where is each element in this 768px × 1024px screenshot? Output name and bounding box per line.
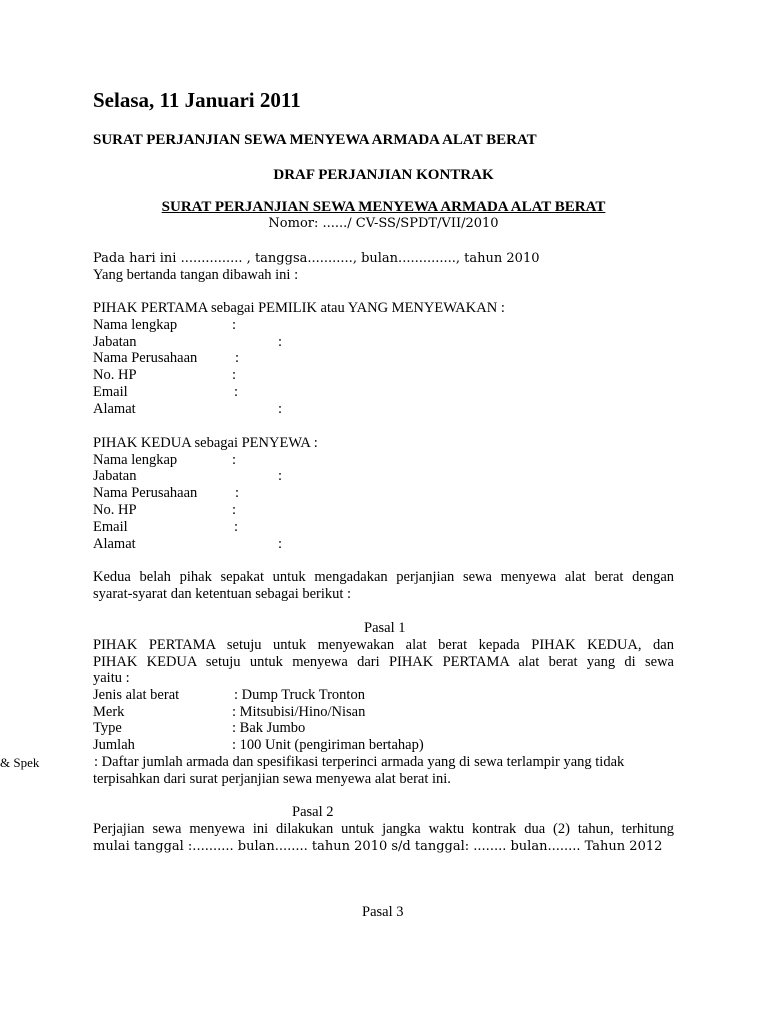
pasal2-title: Pasal 2 [292, 804, 334, 820]
spek-label: & Spek [0, 755, 40, 770]
party1-field-address: Alamat [93, 401, 136, 417]
party2-colon: : [278, 468, 283, 484]
spek-line2: terpisahkan dari surat perjanjian sewa menyewa alat berat ini. [93, 771, 451, 787]
draft-title: DRAF PERJANJIAN KONTRAK [273, 167, 494, 183]
pasal1-title: Pasal 1 [364, 620, 406, 636]
party1-field-position: Jabatan [93, 334, 137, 350]
spec-label-model: Type [93, 720, 122, 736]
party2-colon: : [232, 452, 237, 468]
pasal1-line1: PIHAK PERTAMA setuju untuk menyewakan alat berat kepada PIHAK KEDUA, dan [93, 637, 674, 653]
contract-number: Nomor: ....../ CV-SS/SPDT/VII/2010 [268, 216, 499, 231]
party2-colon: : [235, 485, 240, 501]
pasal1-line2: PIHAK KEDUA setuju untuk menyewa dari PIHAK PERTAMA alat berat yang di sewa [93, 654, 674, 670]
party1-colon: : [278, 334, 283, 350]
spec-value-type: : Dump Truck Tronton [234, 687, 365, 703]
spec-label-quantity: Jumlah [93, 737, 135, 753]
spec-label-brand: Merk [93, 704, 125, 720]
party1-field-email: Email [93, 384, 128, 400]
party2-title: PIHAK KEDUA sebagai PENYEWA : [93, 435, 318, 451]
spec-value-brand: : Mitsubisi/Hino/Nisan [232, 704, 366, 720]
party1-colon: : [235, 350, 240, 366]
party2-field-name: Nama lengkap [93, 452, 178, 468]
document-heading: SURAT PERJANJIAN SEWA MENYEWA ARMADA ALAT BERAT [93, 132, 537, 148]
party1-colon: : [234, 384, 239, 400]
opening-line: Pada hari ini ............... , tanggsa..........., bulan.............., tahun 2010 [93, 251, 540, 266]
party2-colon: : [234, 519, 239, 535]
agreement-text-line1: Kedua belah pihak sepakat untuk mengadakan perjanjian sewa menyewa alat berat dengan [93, 569, 674, 585]
pasal2-line2: mulai tanggal :.......... bulan........ tahun 2010 s/d tanggal: ........ bulan........ Tahun 2012 [93, 839, 663, 854]
party2-field-position: Jabatan [93, 468, 137, 484]
party1-field-name: Nama lengkap [93, 317, 178, 333]
pasal2-line1: Perjajian sewa menyewa ini dilakukan untuk jangka waktu kontrak dua (2) tahun, terhitung [93, 821, 674, 837]
spec-value-quantity: : 100 Unit (pengiriman bertahap) [232, 737, 424, 753]
pasal1-line3: yaitu : [93, 670, 130, 686]
spec-value-model: : Bak Jumbo [232, 720, 306, 736]
undersigned-line: Yang bertanda tangan dibawah ini : [93, 267, 299, 283]
party2-colon: : [232, 502, 237, 518]
party2-field-address: Alamat [93, 536, 136, 552]
spek-line1: : Daftar jumlah armada dan spesifikasi terperinci armada yang di sewa terlampir yang tidak [94, 754, 625, 770]
contract-title: SURAT PERJANJIAN SEWA MENYEWA ARMADA ALAT BERAT [161, 199, 606, 215]
agreement-text-line2: syarat-syarat dan ketentuan sebagai berikut : [93, 586, 352, 602]
party1-colon: : [232, 367, 237, 383]
spec-label-type: Jenis alat berat [93, 687, 180, 703]
pasal3-title: Pasal 3 [362, 904, 404, 920]
party2-colon: : [278, 536, 283, 552]
party1-colon: : [278, 401, 283, 417]
party2-field-company: Nama Perusahaan [93, 485, 198, 501]
party1-colon: : [232, 317, 237, 333]
party2-field-phone: No. HP [93, 502, 137, 518]
document-date: Selasa, 11 Januari 2011 [93, 88, 301, 112]
party2-field-email: Email [93, 519, 128, 535]
party1-field-phone: No. HP [93, 367, 137, 383]
party1-field-company: Nama Perusahaan [93, 350, 198, 366]
party1-title: PIHAK PERTAMA sebagai PEMILIK atau YANG MENYEWAKAN : [93, 300, 505, 316]
